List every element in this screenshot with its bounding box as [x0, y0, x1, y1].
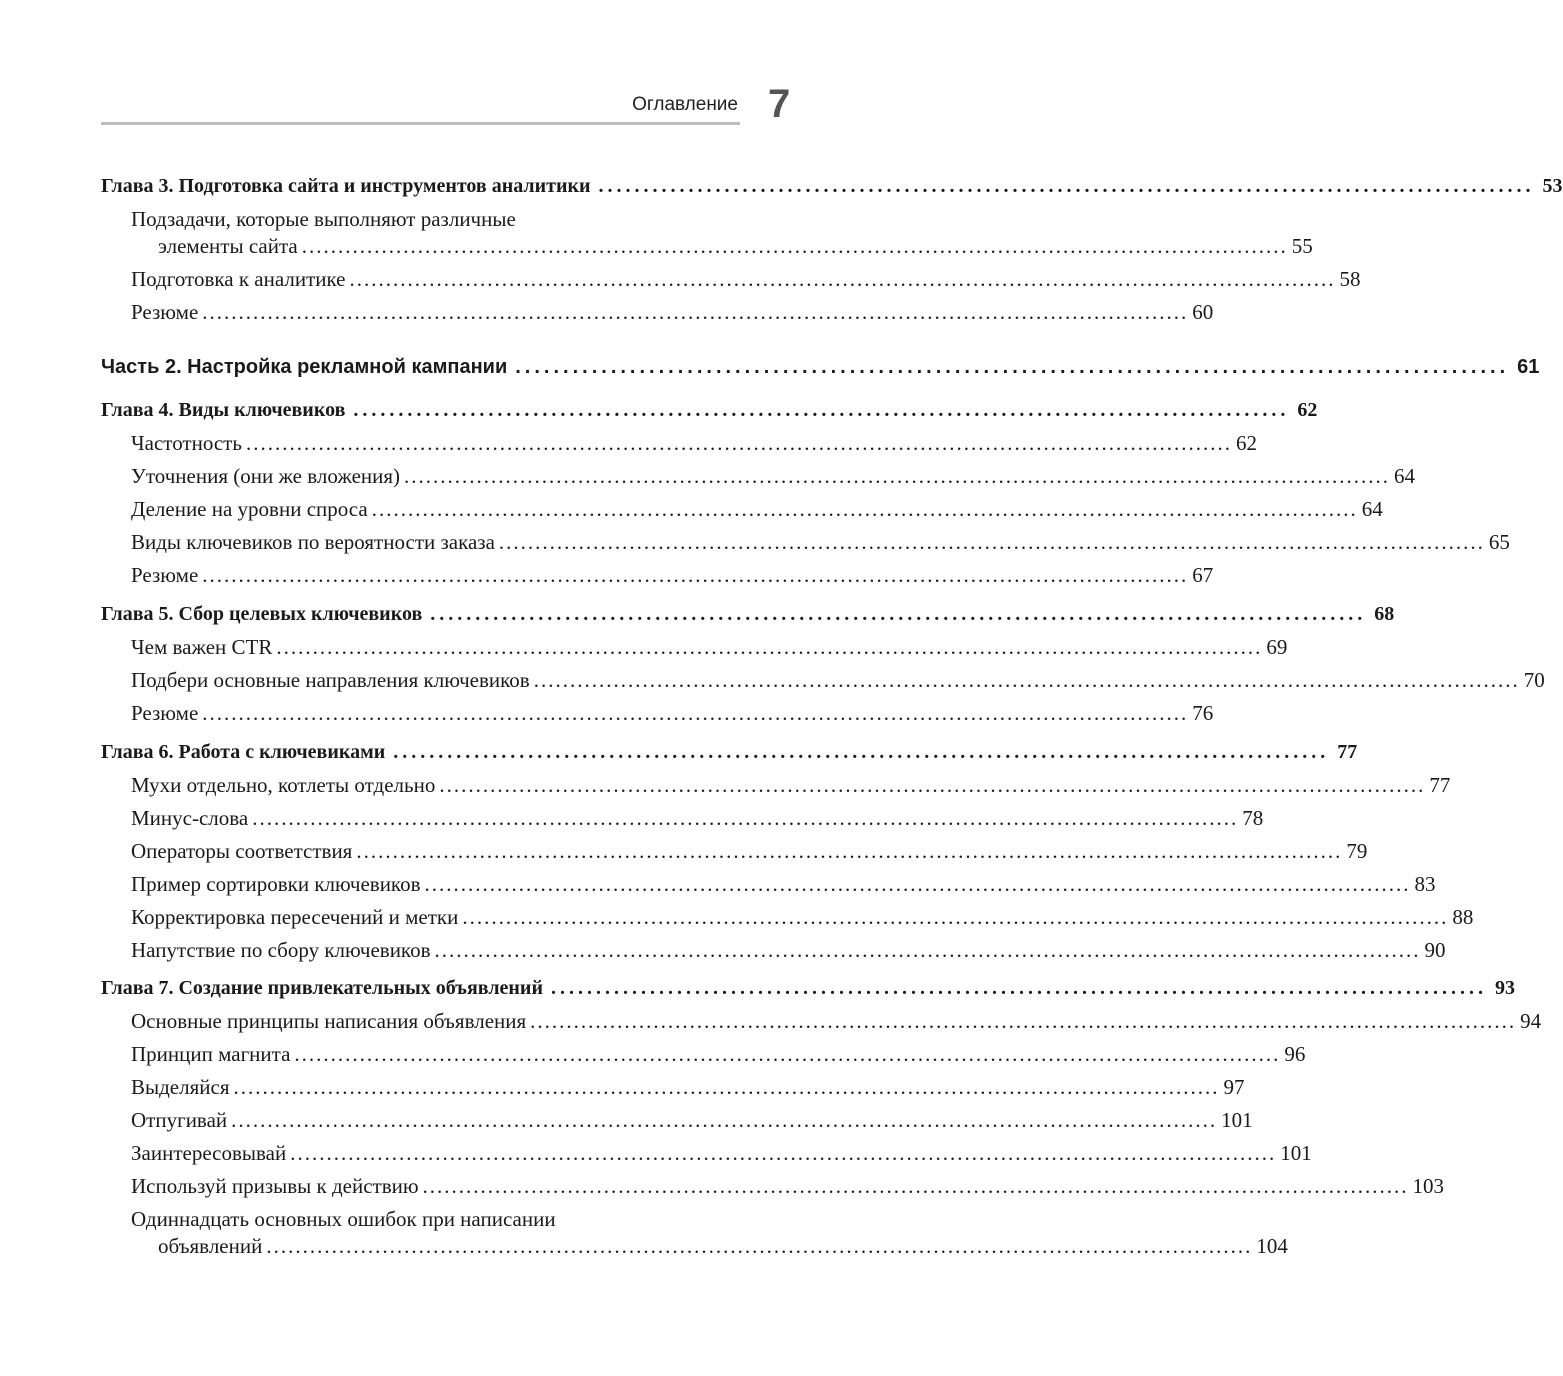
toc-chapter-7[interactable]	[101, 974, 1515, 1002]
toc-entry[interactable]	[131, 804, 1264, 832]
toc-entry-title: Резюме	[131, 300, 199, 324]
dot-leader: ........................................................................................................................................	[530, 1009, 1517, 1033]
toc-entry-page: 101	[1280, 1141, 1312, 1165]
toc-entry-title: Напутствие по сбору ключевиков	[131, 938, 431, 962]
toc-entry-page: 79	[1346, 839, 1368, 863]
toc-entry-page: 77	[1337, 741, 1358, 763]
toc-entry-title-line: Подзадачи, которые выполняют различные	[131, 207, 516, 231]
toc-entry[interactable]	[131, 265, 1361, 293]
dot-leader: ........................................................................................................................................	[252, 806, 1239, 830]
dot-leader: ........................................................................................................................................	[439, 773, 1426, 797]
toc-entry-title: Корректировка пересечений и метки	[131, 905, 459, 929]
toc-entry[interactable]	[158, 232, 1313, 260]
dot-leader: ........................................................................................................	[353, 399, 1290, 421]
toc-entry-page: 101	[1221, 1108, 1253, 1132]
dot-leader: ........................................................................................................................................	[356, 839, 1343, 863]
toc-entry[interactable]	[158, 1232, 1288, 1260]
toc-entry-page: 65	[1488, 530, 1510, 554]
toc-entry-title: Уточнения (они же вложения)	[131, 464, 401, 488]
dot-leader: ........................................................................................................................................	[276, 635, 1263, 659]
toc-entry-title: Отпугивай	[131, 1108, 228, 1132]
toc-entry[interactable]	[131, 429, 1257, 457]
dot-leader: ........................................................................................................................................	[404, 464, 1391, 488]
toc-entry[interactable]	[131, 462, 1416, 490]
dot-leader: ........................................................................................................................................	[233, 1075, 1220, 1099]
toc-chapter-5[interactable]	[101, 600, 1395, 628]
toc-entry-title: Виды ключевиков по вероятности заказа	[131, 530, 495, 554]
dot-leader: ........................................................................................................................................	[294, 1042, 1281, 1066]
toc-entry[interactable]	[131, 1139, 1312, 1167]
toc-entry-title: Глава 5. Сбор целевых ключевиков	[101, 603, 423, 625]
toc-entry-title: Глава 6. Работа с ключевиками	[101, 741, 386, 763]
toc-entry-page: 67	[1192, 563, 1214, 587]
toc-entry-page: 69	[1266, 635, 1288, 659]
toc-entry-page: 94	[1520, 1009, 1542, 1033]
toc-entry[interactable]	[131, 1172, 1445, 1200]
dot-leader: ........................................................................................................................................	[245, 431, 1232, 455]
dot-leader: ........................................................................................................	[393, 741, 1330, 763]
toc-entry-page: 78	[1242, 806, 1264, 830]
toc-entry-title: Деление на уровни спроса	[131, 497, 368, 521]
toc-entry[interactable]	[131, 561, 1214, 589]
toc-part-2[interactable]	[101, 353, 1540, 381]
toc-entry-page: 62	[1235, 431, 1257, 455]
dot-leader: ........................................................................................................................................	[498, 530, 1485, 554]
toc-entry[interactable]	[131, 1040, 1306, 1068]
toc-entry-page: 68	[1374, 603, 1395, 625]
dot-leader: ........................................................................................................................................	[290, 1141, 1277, 1165]
toc-entry-title: Принцип магнита	[131, 1042, 291, 1066]
dot-leader: ........................................................................................................................................	[462, 905, 1449, 929]
toc-entry-page: 90	[1424, 938, 1446, 962]
toc-entry[interactable]	[131, 837, 1368, 865]
toc-entry-title: Мухи отдельно, котлеты отдельно	[131, 773, 436, 797]
toc-entry-page: 77	[1429, 773, 1451, 797]
toc-entry-page: 83	[1414, 872, 1436, 896]
toc-entry[interactable]	[131, 298, 1214, 326]
toc-entry-title: Глава 3. Подготовка сайта и инструментов аналитики	[101, 175, 591, 197]
toc-entry-page: 70	[1523, 668, 1545, 692]
toc-entry[interactable]	[131, 870, 1436, 898]
toc-entry-title: Резюме	[131, 701, 199, 725]
toc-entry-title-line: Одиннадцать основных ошибок при написании	[131, 1207, 556, 1231]
toc-entry-page: 62	[1297, 399, 1318, 421]
toc-entry-page: 61	[1517, 356, 1540, 378]
toc-entry-title: объявлений	[158, 1234, 263, 1258]
toc-entry[interactable]	[131, 699, 1214, 727]
toc-entry-page: 55	[1291, 234, 1313, 258]
toc-entry[interactable]	[131, 528, 1510, 556]
toc-entry-title: Выделяйся	[131, 1075, 230, 1099]
toc-entry-page: 96	[1284, 1042, 1306, 1066]
dot-leader: ........................................................................................................................................	[202, 701, 1189, 725]
dot-leader: ........................................................................................................................................	[301, 234, 1288, 258]
dot-leader: ........................................................................................................................................	[266, 1234, 1253, 1258]
toc-entry-title: Часть 2. Настройка рекламной кампании	[101, 356, 508, 378]
toc-entry-page: 103	[1412, 1174, 1445, 1198]
toc-entry-title: Глава 7. Создание привлекательных объявлений	[101, 977, 543, 999]
toc-entry[interactable]	[131, 903, 1474, 931]
toc-entry[interactable]	[131, 495, 1383, 523]
toc-entry-page: 93	[1494, 977, 1515, 999]
toc-entry-page: 76	[1192, 701, 1214, 725]
dot-leader: ........................................................................................................	[430, 603, 1367, 625]
toc-entry-page: 53	[1542, 175, 1563, 197]
toc-entry-title: Основные принципы написания объявления	[131, 1009, 527, 1033]
header-rule	[101, 122, 740, 125]
toc-entry-page: 97	[1223, 1075, 1245, 1099]
dot-leader: ........................................................................................................	[515, 356, 1510, 378]
page-number: 7	[768, 82, 791, 126]
dot-leader: ........................................................................................................................................	[202, 563, 1189, 587]
dot-leader: ........................................................................................................	[550, 977, 1487, 999]
running-header-title: Оглавление	[632, 94, 738, 115]
toc-entry-title: элементы сайта	[158, 234, 298, 258]
toc-entry-title: Пример сортировки ключевиков	[131, 872, 421, 896]
toc-entry-page: 64	[1361, 497, 1383, 521]
toc-entry-page: 104	[1256, 1234, 1288, 1258]
dot-leader: ........................................................................................................................................	[424, 872, 1411, 896]
toc-entry-page: 88	[1452, 905, 1474, 929]
toc-entry[interactable]	[131, 771, 1451, 799]
dot-leader: ........................................................................................................................................	[371, 497, 1358, 521]
toc-entry-title: Частотность	[131, 431, 242, 455]
toc-chapter-6[interactable]	[101, 738, 1358, 766]
dot-leader: ........................................................................................................................................	[349, 267, 1336, 291]
dot-leader: ........................................................................................................................................	[231, 1108, 1218, 1132]
dot-leader: ........................................................................................................................................	[533, 668, 1520, 692]
dot-leader: ........................................................................................................................................	[434, 938, 1421, 962]
toc-entry-title: Чем важен CTR	[131, 635, 273, 659]
toc-chapter-3[interactable]	[101, 172, 1563, 200]
toc-entry-title: Резюме	[131, 563, 199, 587]
toc-entry[interactable]	[131, 1073, 1245, 1101]
toc-entry[interactable]	[131, 633, 1288, 661]
toc-entry-title: Подготовка к аналитике	[131, 267, 346, 291]
toc-entry-title: Подбери основные направления ключевиков	[131, 668, 530, 692]
toc-entry-page: 64	[1394, 464, 1416, 488]
dot-leader: ........................................................................................................................................	[422, 1174, 1409, 1198]
dot-leader: ........................................................................................................	[598, 175, 1535, 197]
toc-entry-title: Операторы соответствия	[131, 839, 353, 863]
toc-entry-page: 58	[1339, 267, 1361, 291]
toc-entry-page: 60	[1192, 300, 1214, 324]
toc-entry-title: Минус-слова	[131, 806, 249, 830]
toc-entry[interactable]	[131, 1106, 1253, 1134]
toc-entry[interactable]	[131, 1007, 1542, 1035]
toc-entry-title: Глава 4. Виды ключевиков	[101, 399, 346, 421]
toc-entry[interactable]	[131, 936, 1446, 964]
toc-entry[interactable]	[131, 666, 1545, 694]
toc-entry-title: Заинтересовывай	[131, 1141, 287, 1165]
toc-entry-title: Используй призывы к действию	[131, 1174, 419, 1198]
toc-chapter-4[interactable]	[101, 396, 1318, 424]
dot-leader: ........................................................................................................................................	[202, 300, 1189, 324]
